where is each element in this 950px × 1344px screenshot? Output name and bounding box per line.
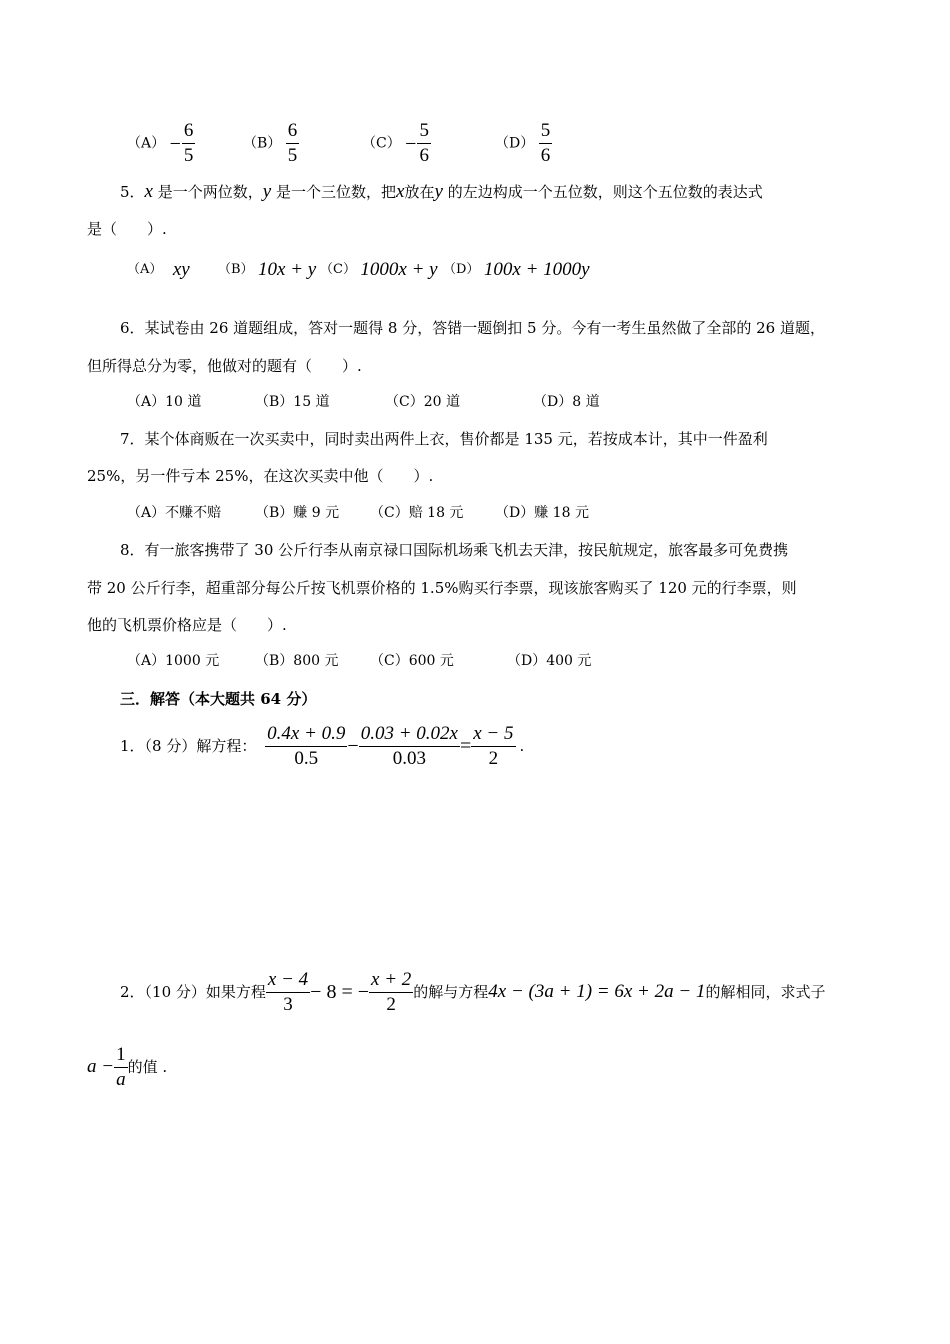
q4-option-c [362, 120, 431, 167]
minus-sign: − [405, 132, 417, 155]
q6-line-2: 但所得总分为零，他做对的题有（ ）. [87, 357, 362, 375]
q8-option-c: （C）600 元 [370, 653, 454, 669]
problem-1 [120, 722, 524, 770]
q7-line-2: 25%，另一件亏本 25%，在这次买卖中他（ ）. [87, 467, 434, 485]
q5-text: 是（ ）. [87, 220, 167, 238]
q7-option-b: （B）赚 9 元 [255, 505, 340, 521]
numerator: 0.4x + 0.9 [265, 723, 347, 747]
option-expression: 1000x + y [360, 259, 438, 280]
q8-option-b: （B）800 元 [255, 653, 339, 669]
option-label: （A） [127, 262, 163, 277]
q8-option-a: （A）1000 元 [127, 653, 220, 669]
numerator: 6 [286, 120, 300, 144]
fraction-2 [359, 723, 460, 770]
fraction-3 [471, 723, 515, 770]
option-expression: 100x + 1000y [483, 259, 590, 280]
q5-option-a [127, 260, 190, 281]
variable-y: y [262, 181, 272, 202]
numerator: 6 [182, 120, 196, 144]
denominator: 2 [488, 747, 499, 769]
fraction-2 [369, 969, 413, 1016]
denominator: 3 [283, 993, 293, 1015]
denominator: 6 [540, 145, 551, 166]
numerator: 5 [539, 120, 553, 144]
q8-line-3: 他的飞机票价格应是（ ）. [87, 616, 287, 634]
question-number: 5． [120, 183, 145, 201]
problem-2-prefix: 2．（10 分）如果方程 [120, 983, 266, 1001]
fraction-1 [265, 723, 347, 770]
q6-option-c: （C）20 道 [385, 394, 460, 410]
q8-line-2: 带 20 公斤行李，超重部分每公斤按飞机票价格的 1.5%购买行李票，现该旅客购买了 120 元的行李票，则 [87, 579, 797, 597]
q5-text: 放在 [404, 183, 435, 201]
fraction [417, 120, 431, 167]
denominator: 0.5 [294, 747, 319, 769]
option-label: （B） [218, 262, 254, 277]
period: . [519, 737, 525, 755]
q6-option-b: （B）15 道 [255, 394, 330, 410]
equation-2: 4x − (3a + 1) = 6x + 2a − 1 [488, 981, 706, 1002]
numerator: 1 [114, 1044, 128, 1068]
fraction [182, 120, 196, 167]
variable-x: x [396, 181, 405, 202]
option-label: （A） [127, 135, 166, 152]
q5-option-c [320, 260, 438, 281]
denominator: 5 [183, 145, 194, 166]
variable-x: x [144, 181, 153, 202]
denominator: 2 [386, 993, 396, 1015]
fraction [539, 120, 553, 167]
q7-option-a: （A）不赚不赔 [127, 505, 222, 521]
equation-part: − 8 = − [310, 981, 370, 1003]
numerator: x − 5 [471, 723, 515, 747]
minus-sign: − [169, 132, 181, 155]
denominator: a [116, 1068, 126, 1090]
numerator: 0.03 + 0.02x [359, 723, 460, 747]
q8-line-1: 8．有一旅客携带了 30 公斤行李从南京禄口国际机场乘飞机去天津，按民航规定，旅客最多可免费携 [120, 541, 789, 559]
problem-2-end: 的值 . [127, 1058, 168, 1076]
q5-line-2 [87, 219, 167, 239]
q4-option-d [495, 120, 552, 167]
q4-option-b [243, 120, 299, 167]
numerator: x − 4 [266, 969, 310, 993]
fraction-1 [266, 969, 310, 1016]
fraction-3 [114, 1044, 128, 1091]
problem-2-line-1 [120, 968, 825, 1016]
q5-text: 是一个三位数，把 [276, 183, 397, 201]
option-label: （D） [443, 262, 480, 277]
numerator: 5 [417, 120, 431, 144]
denominator: 0.03 [392, 747, 426, 769]
denominator: 6 [419, 145, 429, 166]
q7-line-1: 7．某个体商贩在一次买卖中，同时卖出两件上衣，售价都是 135 元，若按成本计，其中一件盈利 [120, 430, 768, 448]
problem-2-text: 的解与方程 [413, 983, 489, 1001]
option-label: （B） [243, 135, 282, 152]
q6-option-a: （A）10 道 [127, 394, 202, 410]
problem-2-text: 的解相同，求式子 [705, 983, 826, 1001]
q5-text: 的左边构成一个五位数，则这个五位数的表达式 [447, 183, 763, 201]
q5-option-b [218, 260, 316, 281]
expression: a − [87, 1056, 115, 1077]
fraction [286, 120, 300, 167]
option-expression: xy [172, 259, 190, 280]
numerator: x + 2 [369, 969, 413, 993]
q8-option-d: （D）400 元 [507, 653, 592, 669]
option-label: （D） [495, 135, 535, 152]
denominator: 5 [287, 145, 298, 166]
variable-y: y [434, 181, 443, 202]
section-heading: 三．解答（本大题共 64 分） [120, 690, 317, 708]
problem-1-prefix: 1．（8 分）解方程： [120, 737, 257, 755]
problem-2-line-2 [87, 1043, 167, 1091]
option-label: （C） [362, 135, 401, 152]
q5-text: 是一个两位数， [157, 183, 263, 201]
q5-option-d [443, 260, 590, 281]
equals-sign: = [459, 735, 472, 757]
q6-option-d: （D）8 道 [533, 394, 600, 410]
q5-line-1 [120, 182, 763, 202]
q7-option-d: （D）赚 18 元 [495, 505, 589, 521]
q7-option-c: （C）赔 18 元 [370, 505, 464, 521]
minus-sign: − [347, 735, 359, 757]
q6-line-1: 6．某试卷由 26 道题组成，答对一题得 8 分，答错一题倒扣 5 分。今有一考生虽然做了全部的 26 道题， [120, 319, 825, 337]
q4-option-a [127, 120, 195, 167]
option-label: （C） [320, 262, 356, 277]
option-expression: 10x + y [258, 259, 317, 280]
